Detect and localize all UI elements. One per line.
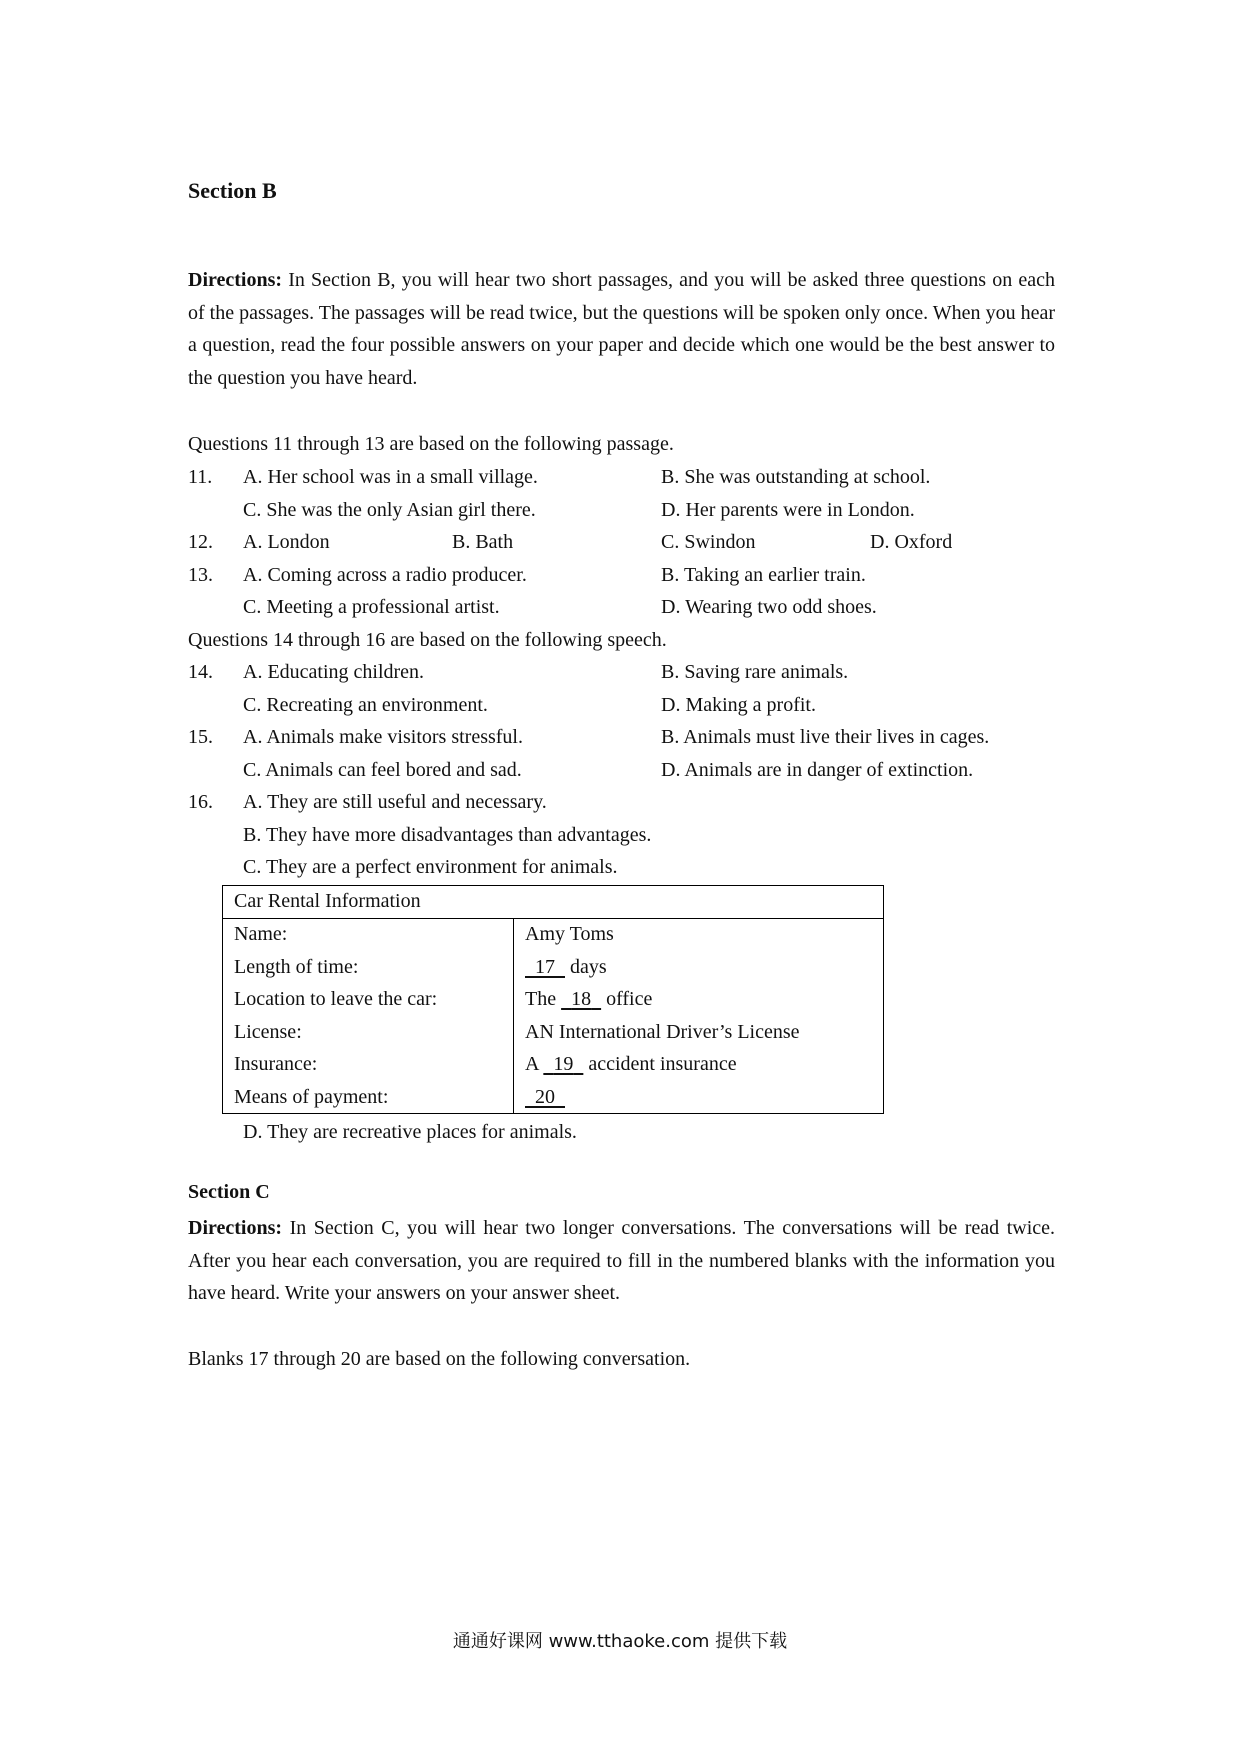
option-a: A. Animals make visitors stressful. bbox=[243, 726, 523, 748]
row-label-insurance: Insurance: bbox=[234, 1053, 318, 1075]
option-d: D. Wearing two odd shoes. bbox=[661, 596, 877, 618]
question-number: 14. bbox=[188, 661, 213, 683]
section-c-directions bbox=[188, 1212, 1055, 1310]
directions-text: In Section B, you will hear two short passages, and you will be asked three questions on each of the passages. The passages will be read twice, but the questions will be spoken only once. When you hear a question, read the four possible answers on your paper and decide which one would be the best answer to the question you have heard. bbox=[188, 269, 1055, 389]
blank-18[interactable]: 18 bbox=[571, 988, 592, 1010]
row-label-payment: Means of payment: bbox=[234, 1086, 389, 1108]
question-number: 16. bbox=[188, 791, 213, 813]
row-label-length: Length of time: bbox=[234, 956, 359, 978]
row-label-name: Name: bbox=[234, 923, 288, 945]
car-rental-title-row bbox=[223, 886, 883, 919]
directions-label: Directions: bbox=[188, 1217, 283, 1239]
option-d: D. Making a profit. bbox=[661, 694, 816, 716]
option-a: A. London bbox=[243, 531, 330, 553]
question-number: 11. bbox=[188, 466, 213, 488]
page-footer: 通通好课网 www.tthaoke.com 提供下载 bbox=[452, 1631, 788, 1652]
blanks-intro: Blanks 17 through 20 are based on the following conversation. bbox=[188, 1348, 691, 1370]
option-b: B. Bath bbox=[452, 531, 514, 553]
group1-intro: Questions 11 through 13 are based on the following passage. bbox=[188, 433, 674, 455]
section-c-heading: Section C bbox=[188, 1181, 270, 1203]
row-value-location: The 18 office bbox=[525, 988, 653, 1010]
group2-intro: Questions 14 through 16 are based on the following speech. bbox=[188, 629, 667, 651]
car-rental-table bbox=[222, 885, 884, 1114]
row-value-length: 17 days bbox=[525, 951, 607, 984]
car-rental-title: Car Rental Information bbox=[234, 890, 421, 912]
option-a: A. Educating children. bbox=[243, 661, 425, 683]
section-b-directions bbox=[188, 264, 1055, 394]
option-b: B. Animals must live their lives in cages. bbox=[661, 726, 990, 748]
row-label-location: Location to leave the car: bbox=[234, 988, 438, 1010]
question-number: 12. bbox=[188, 531, 213, 553]
row-value-name: Amy Toms bbox=[525, 923, 614, 945]
option-d: D. Oxford bbox=[870, 531, 953, 553]
table-divider bbox=[513, 919, 514, 1113]
option-c: C. Animals can feel bored and sad. bbox=[243, 759, 522, 781]
blank-19[interactable]: 19 bbox=[553, 1053, 574, 1075]
option-c: C. She was the only Asian girl there. bbox=[243, 499, 536, 521]
option-a: A. They are still useful and necessary. bbox=[243, 791, 547, 813]
option-d: D. Animals are in danger of extinction. bbox=[661, 759, 974, 781]
row-label-license: License: bbox=[234, 1021, 302, 1043]
option-b: B. They have more disadvantages than advantages. bbox=[243, 824, 652, 846]
row-value-insurance: A 19 accident insurance bbox=[525, 1053, 737, 1075]
option-c: C. Swindon bbox=[661, 531, 756, 553]
option-d: D. They are recreative places for animals. bbox=[243, 1121, 577, 1143]
directions-text: In Section C, you will hear two longer conversations. The conversations will be read twice. After you hear each conversation, you are required to fill in the numbered blanks with the information you have heard. Write your answers on your answer sheet. bbox=[188, 1217, 1055, 1304]
blank-20[interactable]: 20 bbox=[535, 1086, 555, 1108]
option-c: C. Recreating an environment. bbox=[243, 694, 488, 716]
directions-label: Directions: bbox=[188, 269, 283, 291]
option-c: C. Meeting a professional artist. bbox=[243, 596, 500, 618]
question-number: 13. bbox=[188, 564, 213, 586]
option-d: D. Her parents were in London. bbox=[661, 499, 915, 521]
section-b-heading: Section B bbox=[188, 178, 277, 203]
option-a: A. Her school was in a small village. bbox=[243, 466, 538, 488]
option-c: C. They are a perfect environment for animals. bbox=[243, 856, 618, 878]
row-value-payment bbox=[525, 1081, 565, 1114]
blank-17[interactable]: 17 bbox=[535, 956, 555, 978]
question-number: 15. bbox=[188, 726, 213, 748]
row-value-license: AN International Driver’s License bbox=[525, 1021, 800, 1043]
option-b: B. Taking an earlier train. bbox=[661, 564, 866, 586]
option-b: B. She was outstanding at school. bbox=[661, 466, 931, 488]
option-a: A. Coming across a radio producer. bbox=[243, 564, 527, 586]
option-b: B. Saving rare animals. bbox=[661, 661, 849, 683]
